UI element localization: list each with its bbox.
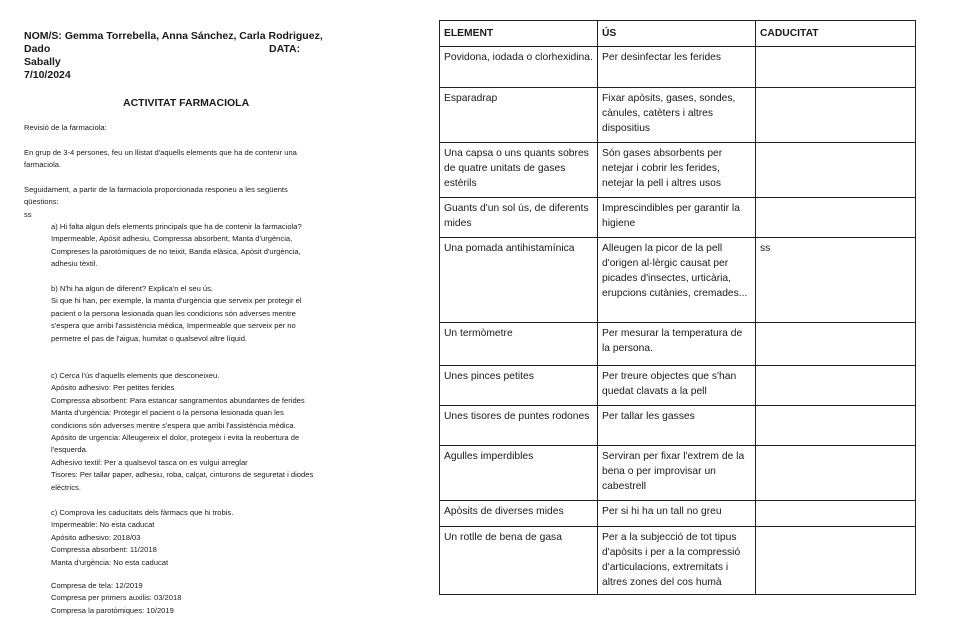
instructions-paragraph [24,184,340,221]
column-header-expiry: CADUCITAT [756,21,916,47]
question-text: b) N'hi ha algun de diferent? Explica'n el seu ús. [51,284,214,293]
answer-line: Compreses la parotòmiques de no teixit, Banda elàsica, Apòsit d'urgència, [51,246,301,256]
table-row [440,446,916,501]
table-row [440,143,916,198]
answer-line: Impermeable, Apòsit adhesiu, Compressa absorbent, Manta d'urgència, [51,234,293,244]
element-cell: Una capsa o uns quants sobres de quatre unitats de gases estèrils [440,143,598,198]
column-header-use: ÚS [598,21,756,47]
table-row [440,88,916,143]
question-a [51,221,337,271]
table-row [440,323,916,366]
use-cell: Per tallar les gasses [598,406,756,446]
use-cell: Per si hi ha un tall no greu [598,501,756,527]
use-cell: Fixar apòsits, gases, sondes, cànules, catèters i altres dispositius [598,88,756,143]
use-cell: Per a la subjecció de tot tipus d'apòsits i per a la compressió d'articulacions, extremitats i altres zones del cos humà [598,527,756,595]
element-cell: Un rotlle de bena de gasa [440,527,598,595]
expiry-cell [756,143,916,198]
expiry-cell [756,446,916,501]
date-label: DATA: [269,43,301,55]
answer-line: Manta d'urgència: Protegir el pacient o la persona lesionada quan les [51,408,284,418]
table-row [440,406,916,446]
expiry-cell: ss [756,238,916,323]
table-row [440,527,916,595]
answer-line: elèctrics. [51,482,81,492]
answer-line: Compresa la parotòmiques: 10/2019 [51,605,174,615]
answer-line: Adhesivo textil: Per a qualsevol tasca on es vulgui arreglar [51,457,248,467]
column-header-element: ELEMENT [440,21,598,47]
instructions-line: ss [24,209,32,219]
worksheet-header [24,30,340,82]
answer-line: Compresa per primers auxilis: 03/2018 [51,593,182,603]
use-cell: Alleugen la picor de la pell d'origen al·lèrgic causat per picades d'insectes, urticària, erupcions cutànies, cremades... [598,238,756,323]
date-value: 7/10/2024 [24,69,71,81]
table-row [440,47,916,88]
answer-line: Apósito adhesivo: Per petites ferides [51,383,175,393]
table-row [440,366,916,406]
expiry-cell [756,198,916,238]
answer-line: Manta d'urgència: No esta caducat [51,557,169,567]
answer-line: Compressa absorbent: 11/2018 [51,545,157,555]
question-d [51,507,337,569]
question-text: a) Hi falta algun dels elements principals que ha de contenir la farmaciola? [51,222,302,231]
element-cell: Apòsits de diverses mides [440,501,598,527]
answer-line: pacient o la persona lesionada quan les condicions són adverses mentre [51,308,296,318]
names-header [24,30,340,82]
answer-line: l'esquerda. [51,445,88,455]
names-line-1: NOM/S: Gemma Torrebella, Anna Sánchez, Carla Rodriguez, Dado [24,30,323,55]
task-line: En grup de 3-4 persones, feu un llistat d'aquells elements que ha de contenir una [24,148,297,157]
element-cell: Unes tisores de puntes rodones [440,406,598,446]
first-aid-kit-table [439,20,916,595]
answer-line: Compressa absorbent: Para estancar sangramentos abundantes de ferides [51,395,305,405]
element-cell: Una pomada antihistamínica [440,238,598,323]
question-c [51,370,337,494]
task-paragraph [24,147,340,172]
answer-line: Compresa de tela: 12/2019 [51,581,143,590]
intro-text: Revisió de la farmaciola: [24,123,107,132]
answer-line: Tisores: Per tallar paper, adhesiu, roba, calçat, cinturons de seguretat i diodes [51,470,314,480]
expiry-cell [756,47,916,88]
element-cell: Guants d'un sol ús, de diferents mides [440,198,598,238]
question-text: c) Comprova les caducitats dels fàrmacs que hi trobis. [51,508,234,517]
element-cell: Povidona, iodada o clorhexidina. [440,47,598,88]
question-d-continued [51,580,337,617]
instructions-line: Seguidament, a partir de la farmaciola proporcionada responeu a les següents [24,185,288,194]
task-line: farmaciola. [24,160,62,170]
use-cell: Serviran per fixar l'extrem de la bena o per improvisar un cabestrell [598,446,756,501]
table-header-row [440,21,916,47]
answer-line: condicions són adverses mentre s'espera que arribi l'assistència mèdica. [51,420,296,430]
answer-line: Impermeable: No esta caducat [51,520,155,530]
names-line-2: Sabally [24,56,61,68]
table-row [440,501,916,527]
expiry-cell [756,406,916,446]
element-cell: Agulles imperdibles [440,446,598,501]
question-text: c) Cerca l'ús d'aquells elements que desconeixeu. [51,371,220,380]
element-cell: Esparadrap [440,88,598,143]
answer-line: Si que hi han, per exemple, la manta d'urgència que serveix per protegir el [51,296,302,306]
element-cell: Unes pinces petites [440,366,598,406]
instructions-line: qüestions: [24,197,59,207]
question-b [51,283,337,345]
use-cell: Per mesurar la temperatura de la persona. [598,323,756,366]
answer-line: Apósito adhesivo: 2018/03 [51,532,141,542]
use-cell: Imprescindibles per garantir la higiene [598,198,756,238]
use-cell: Per desinfectar les ferides [598,47,756,88]
use-cell: Són gases absorbents per netejar i cobrir les ferides, netejar la pell i altres usos [598,143,756,198]
expiry-cell [756,88,916,143]
page-title: ACTIVITAT FARMACIOLA [123,97,250,109]
expiry-cell [756,323,916,366]
answer-line: Apósito de urgencia: Alleugereix el dolor, protegeix i evita la reobertura de [51,433,300,443]
table-row [440,198,916,238]
expiry-cell [756,527,916,595]
expiry-cell [756,366,916,406]
element-cell: Un termòmetre [440,323,598,366]
answer-line: permetre el pas de l'aigua, humitat o qualsevol altre líquid. [51,333,248,343]
table-row [440,238,916,323]
use-cell: Per treure objectes que s'han quedat clavats a la pell [598,366,756,406]
expiry-cell [756,501,916,527]
answer-line: s'espera que arribi l'assistència mèdica, Impermeable que serveix per no [51,321,296,331]
answer-line: adhesiu tèxtil. [51,259,98,269]
